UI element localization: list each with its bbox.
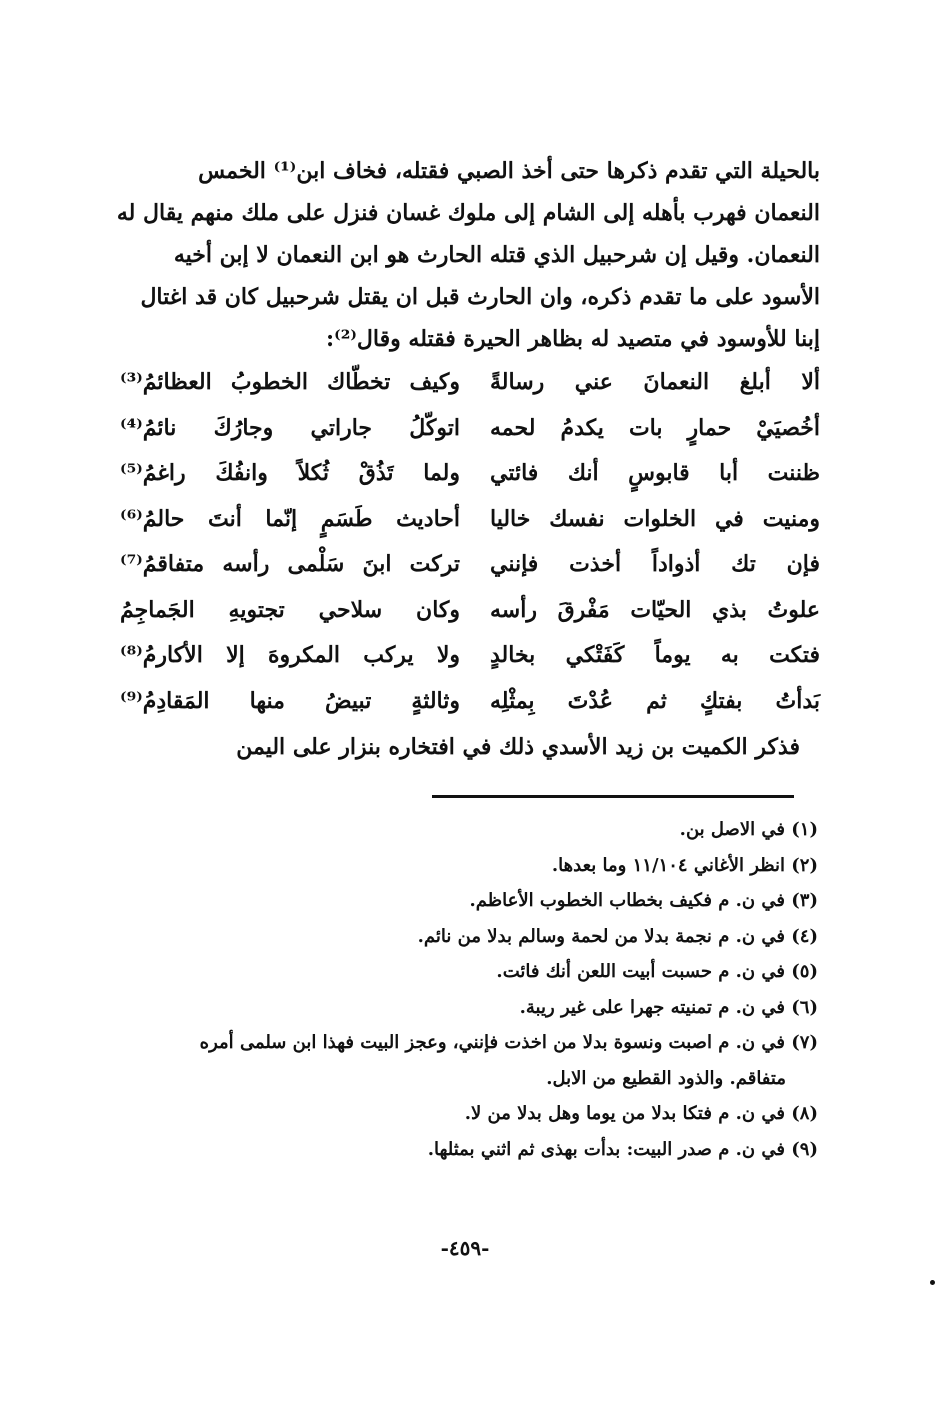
- verse-second-hemistich: وثالثةٍ تبيضُ منها المَقادِمُ⁽⁹⁾: [120, 687, 460, 714]
- footnote: [118, 954, 818, 990]
- prose-line: النعمان. وقيل إن شرحبيل الذي قتله الحارث هو ابن النعمان لا إبن أخيه: [173, 242, 820, 268]
- footnote-number: (٢): [791, 854, 818, 876]
- footnotes: [118, 812, 818, 1167]
- poem-verse: [120, 588, 820, 634]
- verse-first-hemistich: فتكت به يوماً كَفَتْكي بخالدٍ: [490, 642, 820, 668]
- footnote-number: (٥): [791, 961, 818, 982]
- footnote: [118, 883, 818, 919]
- footnote-number: (٩): [791, 1138, 818, 1160]
- footnote-text: في ن. م فتكا بدلا من يوما وهل بدلا من لا.: [464, 1103, 785, 1124]
- footnote-text: في ن. م تمنيته جهرا على غير ريبة.: [519, 996, 785, 1018]
- prose-line: بالحيلة التي تقدم ذكرها حتى أخذ الصبي فقتله، فخاف ابن⁽¹⁾ الخمس: [198, 158, 820, 184]
- footnote: [118, 1025, 818, 1096]
- verse-first-hemistich: فإن تك أذواداً أخذت فإنني: [490, 551, 820, 577]
- footnote-number: (٤): [791, 925, 818, 947]
- verse-first-hemistich: ظننت أبا قابوسٍ أنك فائتي: [490, 460, 820, 486]
- prose-block: [116, 150, 820, 360]
- footnote: [118, 1096, 818, 1132]
- footnote: [118, 1132, 818, 1168]
- footnote-text: في ن. م اصبت ونسوة بدلا من اخذت فإنني، وعجز البيت فهذا ابن سلمى أمره: [199, 1032, 785, 1053]
- footnote-text: انظر الأغاني ١١/١٠٤ وما بعدها.: [551, 854, 785, 876]
- verse-first-hemistich: ومنيت في الخلوات نفسك خاليا: [490, 505, 820, 532]
- footnote-number: (٣): [791, 890, 818, 911]
- poem: [120, 360, 820, 724]
- footnote-text: في ن. م صدر البيت: بدأت بهذى ثم اثني بمثلها.: [427, 1138, 785, 1160]
- footnote: [118, 919, 818, 955]
- poem-verse: [120, 451, 820, 497]
- main-text: [116, 150, 820, 768]
- page-number: -٤٥٩-: [440, 1236, 490, 1260]
- verse-first-hemistich: بَدأتُ بفتكٍ ثم عُدْتَ بِمثْلِه: [490, 687, 820, 714]
- verse-second-hemistich: أحاديث طَسَمٍ إنّما أنتَ حالمُ⁽⁶⁾: [120, 505, 460, 532]
- footnote-number: (٦): [791, 996, 818, 1018]
- verse-second-hemistich: وكيف تخطّاك الخطوبُ العظائمُ⁽³⁾: [120, 369, 460, 395]
- footnote-number: (١): [791, 819, 818, 840]
- poem-verse: [120, 542, 820, 588]
- footnote-separator: [432, 795, 794, 798]
- poem-verse: [120, 679, 820, 725]
- verse-first-hemistich: ألا أبلغ النعمانَ عني رسالةً: [490, 369, 820, 395]
- verse-second-hemistich: اتوكّلُ جاراتي وجارُكَ نائمُ⁽⁴⁾: [120, 414, 460, 441]
- poem-verse: [120, 633, 820, 679]
- footnote: [118, 812, 818, 848]
- prose-line: إبنا للأوسود في متصيد له بظاهر الحيرة فقتله وقال⁽²⁾:: [326, 326, 820, 352]
- verse-second-hemistich: ولا يركب المكروهَ إلا الأكارمُ⁽⁸⁾: [120, 642, 460, 668]
- footnote-text: في ن. م فكيف بخطاب الخطوب الأعاظم.: [469, 890, 785, 911]
- poem-verse: [120, 497, 820, 543]
- footnote: [118, 990, 818, 1026]
- verse-first-hemistich: أخُصيَيْ حمارٍ بات يكدمُ لحمه: [490, 414, 820, 441]
- margin-dot: [930, 1280, 935, 1285]
- prose-line: الأسود على ما تقدم ذكره، وان الحارث قبل ان يقتل شرحبيل كان قد اغتال: [140, 284, 820, 310]
- footnote-text: في ن. م نجمة بدلا من لحمة وسالم بدلا من نائم.: [417, 925, 785, 947]
- prose-line: النعمان فهرب بأهله إلى الشام إلى ملوك غسان فنزل على ملك منهم يقال له: [116, 200, 820, 226]
- verse-second-hemistich: وكان سلاحي تجتويهِ الجَماجِمُ: [120, 596, 460, 623]
- footnote-number: (٨): [791, 1103, 818, 1124]
- footnote-text: في الاصل بن.: [679, 819, 785, 840]
- closing-line: فذكر الكميت بن زيد الأسدي ذلك في افتخاره بنزار على اليمن: [236, 734, 800, 760]
- footnote-text: في ن. م حسبت أبيت اللعن أنك فائت.: [496, 961, 785, 982]
- verse-second-hemistich: ولما تَذُقْ ثُكلاً وانفُكَ راغمُ⁽⁵⁾: [120, 460, 460, 486]
- verse-first-hemistich: علوتُ بذي الحيّات مَفْرقَ رأسه: [490, 596, 820, 623]
- footnote-continuation: متفاقم. والذود القطيع من الابل.: [546, 1067, 786, 1089]
- poem-verse: [120, 360, 820, 406]
- footnote: [118, 848, 818, 884]
- poem-verse: [120, 406, 820, 452]
- footnote-number: (٧): [791, 1032, 818, 1053]
- verse-second-hemistich: تركت ابنَ سَلْمى رأسه متفاقمُ⁽⁷⁾: [120, 551, 460, 577]
